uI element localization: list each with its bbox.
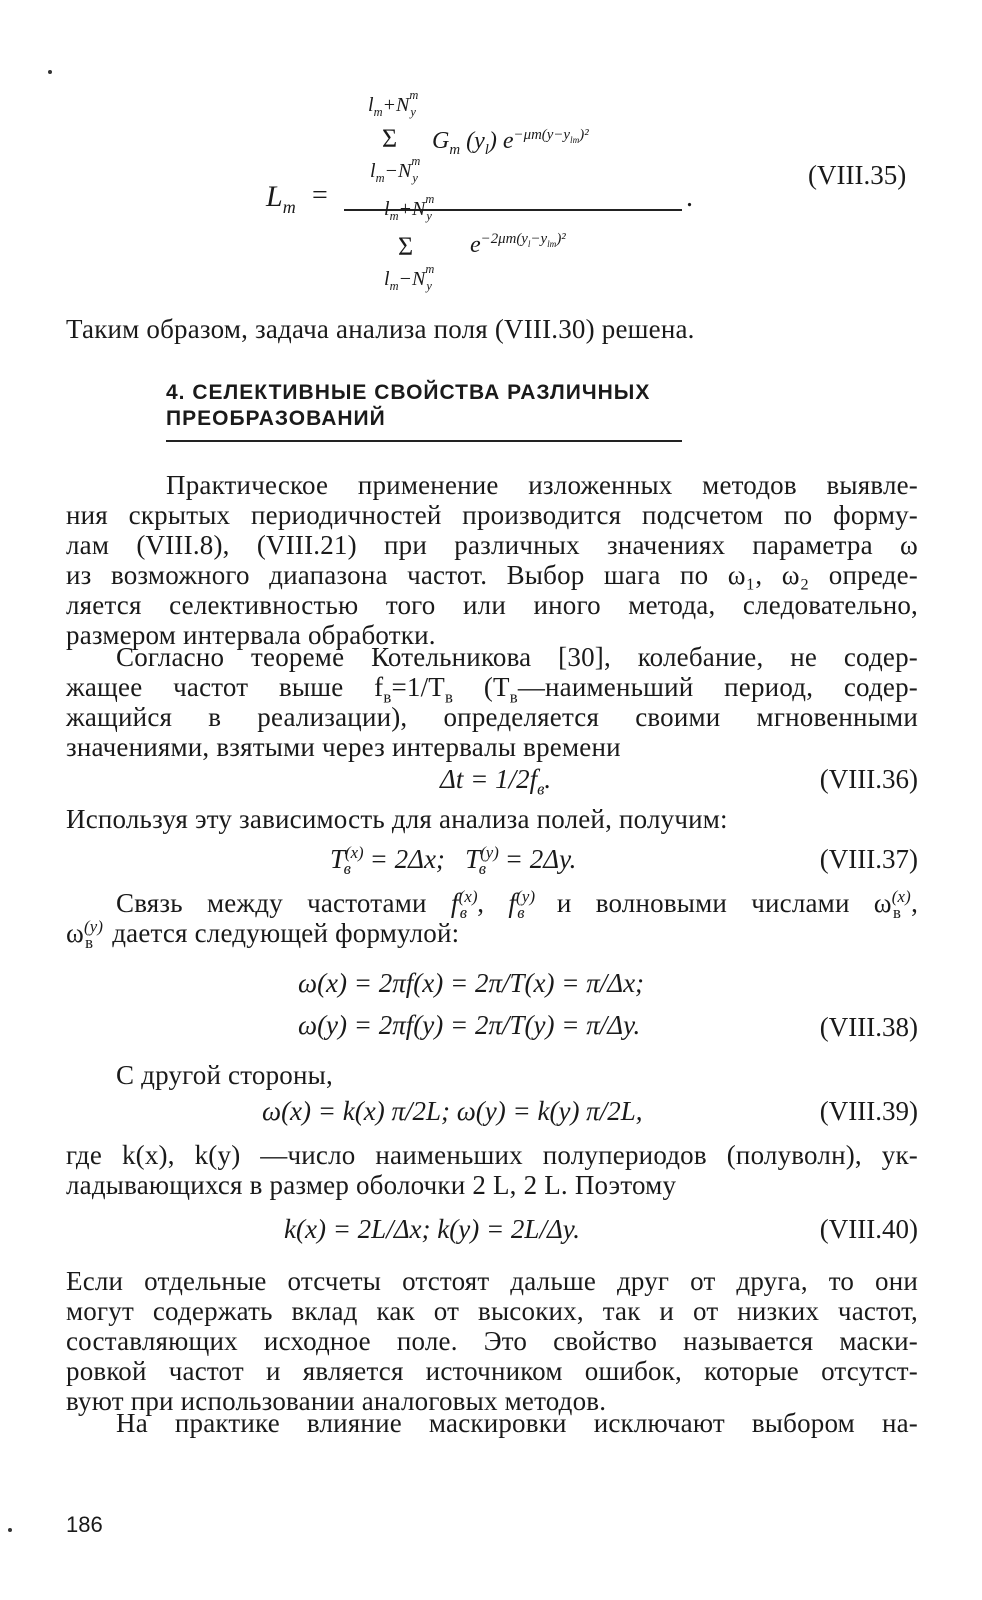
equation-number-viii-36: (VIII.36) [819,764,918,794]
paragraph-5: С другой стороны, [116,1060,333,1090]
numerator-lower-limit: $l_m-N^m_y$ [370,154,421,185]
paragraph-6: где k(x), k(y) —число наименьших полупериодов (полуволн), ук- ладывающихся в размер оболочки 2 L, 2 L. Поэтому [66,1140,918,1200]
equation-viii-38-line-1: ω(x) = 2πf(x) = 2π/T(x) = π/Δx; [298,968,645,998]
denominator-lower-limit: $l_m-N^m_y$ [384,262,435,293]
equation-number-viii-39: (VIII.39) [819,1096,918,1126]
equation-viii-40: k(x) = 2L/Δx; k(y) = 2L/Δy. [284,1214,581,1244]
equation-number-viii-40: (VIII.40) [819,1214,918,1244]
equation-number: (VIII.35) [808,160,907,190]
scan-speck [48,70,52,74]
scan-speck [8,1528,12,1532]
equals-sign: = [312,180,328,211]
paragraph-7: Если отдельные отсчеты отстоят дальше друг от друга, то они могут содержать вклад как от высоких, так и от низких частот, составляющих исходное поле. Это свойство называется маски- ровкой частот и является источником ошибок, которые отсутст- вуют при использовании аналоговых методов. [66,1266,918,1416]
conclusion-line: Таким образом, задача анализа поля (VIII.30) решена. [66,314,695,344]
equation-number-viii-38: (VIII.38) [819,1012,918,1042]
numerator-body: $G_m$ $(y_l)$ $e^{-\mu m(y-y_{lm})^2}$ [432,127,589,158]
denominator-sigma: Σ [398,232,414,261]
page-number: 186 [66,1512,103,1537]
equation-viii-39: ω(x) = k(x) π/2L; ω(y) = k(y) π/2L, [262,1096,643,1126]
formula-period: . [686,182,693,213]
numerator-sigma: Σ [382,124,398,153]
denominator-upper-limit: $l_m+N^m_y$ [384,192,435,223]
equation-viii-36: $\Delta t = 1/2f_в$. [440,764,552,799]
paragraph-2: Согласно теореме Котельникова [30], колебание, не содер- жащее частот выше $f_в=1/T_в$ ($T_в—наименьший$ период, содер- жащийся в реализации), определяется своими мгновенными значениями, взятыми через интервалы времени [66,642,918,762]
section-heading: 4. СЕЛЕКТИВНЫЕ СВОЙСТВА РАЗЛИЧНЫХ ПРЕОБРАЗОВАНИЙ [166,381,651,430]
denominator-body: $e^{-2\mu m(y_l-y_{lm})^2}$ [470,231,566,258]
heading-underline [166,440,682,442]
paragraph-4: Связь между частотами $f^{(x)}_в$ , $f^{(y)}_в$ и волновыми числами $\omega^{(x)}_в$ , $\omega^{(y)}_в$ дается следующей формулой: [66,887,919,953]
paragraph-8: На практике влияние маскировки исключают выбором на- [116,1408,918,1438]
equation-viii-37: $T^{(x)}_в = 2\Delta x$; $T^{(y)}_в = 2\Delta y$. [330,843,577,879]
paragraph-1: Практическое применение изложенных методов выявле- ния скрытых периодичностей производится подсчетом по форму- лам (VIII.8), (VIII.21) при различных значениях параметра ω из возможного диапазона частот. Выбор шага по ω₁, ω₂ опреде- ляется селективностью того или иного метода, следовательно, размером интервала обработки. [66,470,918,650]
numerator-upper-limit: $l_m+N^m_y$ [368,88,419,119]
equation-viii-38-line-2: ω(y) = 2πf(y) = 2π/T(y) = π/Δy. [298,1010,641,1040]
equation-number-viii-37: (VIII.37) [819,844,918,874]
formula-lhs: $L_m$ [266,180,296,217]
paragraph-3: Используя эту зависимость для анализа полей, получим: [66,804,728,834]
